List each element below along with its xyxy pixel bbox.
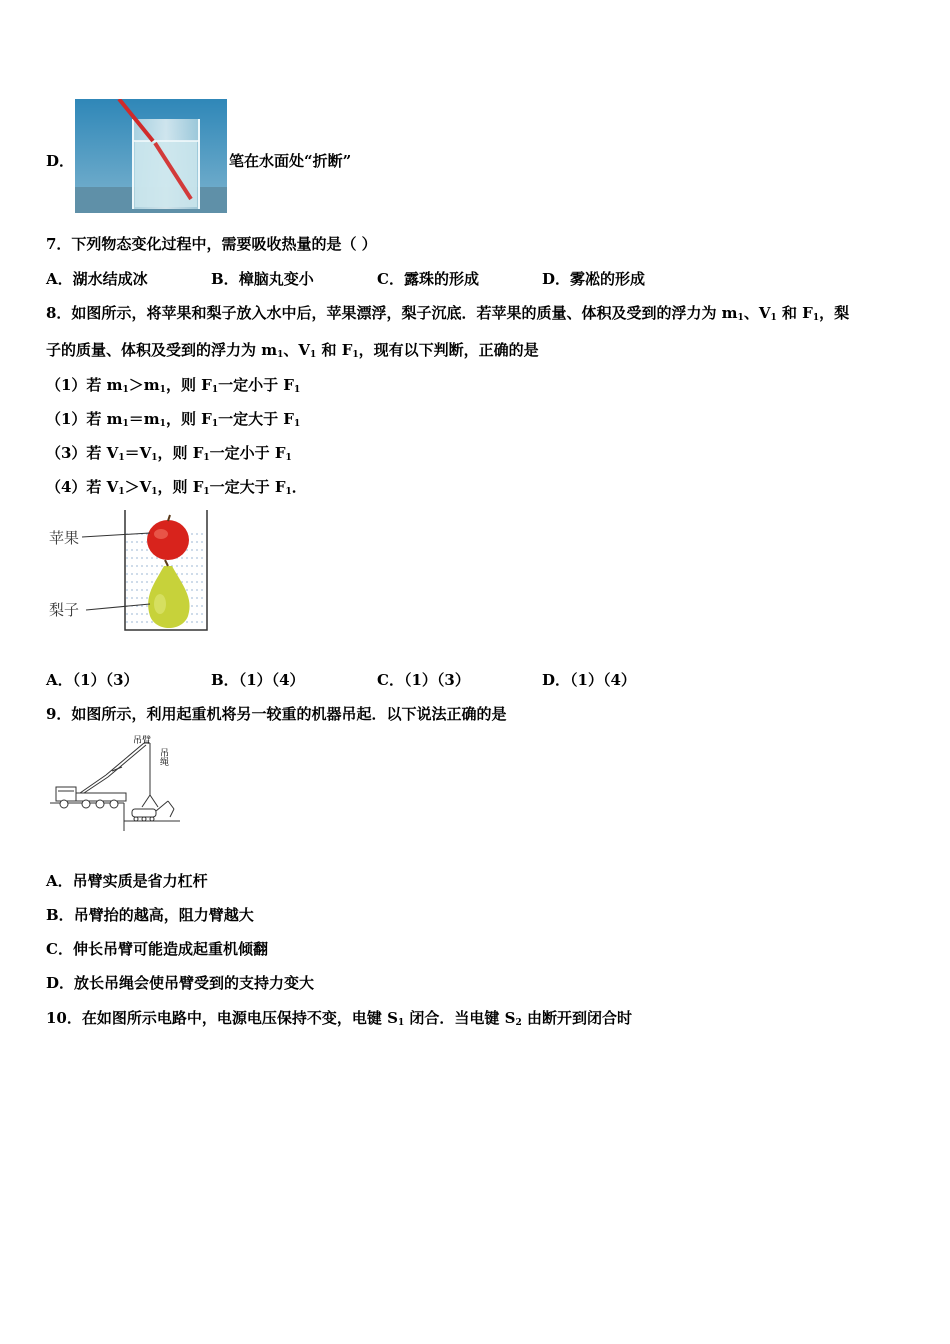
q8-statement-1: （1）若 $m_1>m_1$，则 $F_1$一定小于 $F_1$ xyxy=(46,376,301,395)
q8-stem-line2: 子的质量、体积及受到的浮力为 $m_1$、$V_1$ 和 $F_1$，现有以下判断，正确的是 xyxy=(46,341,539,360)
apple-label: 苹果 xyxy=(49,529,80,547)
q7-option-d[interactable]: D．雾凇的形成 xyxy=(542,270,646,288)
q7-option-b[interactable]: B．樟脑丸变小 xyxy=(211,270,314,288)
crane-arm-label: 吊臂 xyxy=(133,736,152,746)
q8-statement-4: （4）若 $V_1>V_1$，则 $F_1$一定大于 $F_1$． xyxy=(46,478,307,497)
crane-rope-label: 吊绳 xyxy=(160,749,170,768)
q6-option-d-label: D． xyxy=(46,152,75,170)
q10-stem: 10．在如图所示电路中，电源电压保持不变，电键 $S_1$ 闭合．当电键 $S_2$ 由断开到闭合时 xyxy=(46,1009,632,1028)
q8-option-c[interactable]: C．（1）（3） xyxy=(377,671,470,689)
q8-option-d[interactable]: D．（1）（4） xyxy=(542,671,636,689)
q7-option-a[interactable]: A．湖水结成冰 xyxy=(46,270,148,288)
q9-option-c[interactable]: C．伸长吊臂可能造成起重机倾翻 xyxy=(46,940,268,958)
q7-stem: 7．下列物态变化过程中，需要吸收热量的是（ ） xyxy=(46,235,377,253)
pear-label: 梨子 xyxy=(49,601,80,619)
q9-stem: 9．如图所示，利用起重机将另一较重的机器吊起．以下说法正确的是 xyxy=(46,705,507,723)
q8-option-a[interactable]: A．（1）（3） xyxy=(46,671,139,689)
q9-option-d[interactable]: D．放长吊绳会使吊臂受到的支持力变大 xyxy=(46,974,315,992)
q8-statement-2: （1）若 $m_1=m_1$，则 $F_1$一定大于 $F_1$ xyxy=(46,410,301,429)
q6-option-d-caption: 笔在水面处“折断” xyxy=(229,152,352,170)
q8-option-b[interactable]: B．（1）（4） xyxy=(211,671,305,689)
pencil-in-water-photo xyxy=(75,99,227,213)
q8-stem-line1: 8．如图所示，将苹果和梨子放入水中后，苹果漂浮，梨子沉底．若苹果的质量、体积及受到的浮力为 $m_1$、$V_1$ 和 $F_1$，梨 xyxy=(46,304,850,323)
q8-statement-3: （3）若 $V_1=V_1$，则 $F_1$一定小于 $F_1$ xyxy=(46,444,292,463)
q7-option-c[interactable]: C．露珠的形成 xyxy=(377,270,479,288)
q9-option-b[interactable]: B．吊臂抬的越高，阻力臂越大 xyxy=(46,906,254,924)
q9-option-a[interactable]: A．吊臂实质是省力杠杆 xyxy=(46,872,208,890)
